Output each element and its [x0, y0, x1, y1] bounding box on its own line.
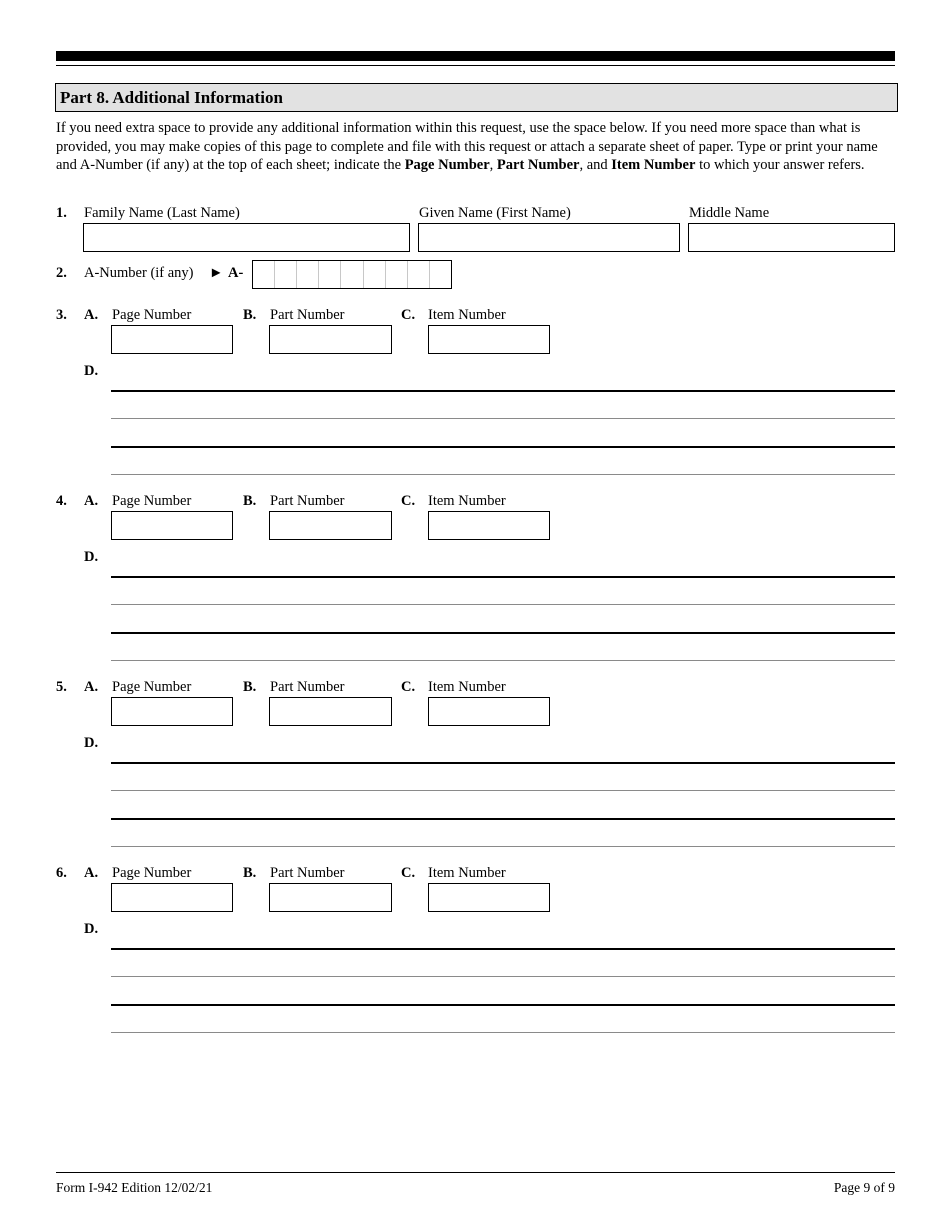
- footer-form-edition: Form I-942 Edition 12/02/21: [56, 1180, 213, 1195]
- intro-bold-page: Page Number: [404, 157, 490, 173]
- intro-text-2: to which your answer refers.: [695, 157, 865, 173]
- item-5-part-number-label: Part Number: [270, 679, 345, 695]
- arrow-right-icon: ►: [209, 265, 224, 281]
- a-number-cell[interactable]: [253, 261, 275, 288]
- item-5-page-number-field[interactable]: [111, 697, 233, 726]
- item-4-page-number-field[interactable]: [111, 511, 233, 540]
- a-number-cell[interactable]: [297, 261, 319, 288]
- top-rule-thick: [56, 51, 895, 61]
- item-6-c-letter: C.: [401, 865, 416, 881]
- item-5-item-number-label: Item Number: [428, 679, 506, 695]
- item-6-answer-line[interactable]: [111, 948, 895, 950]
- intro-sep-1: ,: [489, 157, 497, 173]
- item-4-part-number-field[interactable]: [269, 511, 392, 540]
- item-6-number: 6.: [56, 865, 67, 881]
- item-6-d-letter: D.: [84, 921, 99, 937]
- footer-page-number: Page 9 of 9: [833, 1180, 895, 1195]
- item-3-answer-line[interactable]: [111, 474, 895, 475]
- a-number-prefix: A-: [228, 265, 244, 281]
- item-3-part-number-label: Part Number: [270, 307, 345, 323]
- item-6-b-letter: B.: [243, 865, 257, 881]
- a-number-cell[interactable]: [319, 261, 341, 288]
- item-5-number: 5.: [56, 679, 67, 695]
- footer-rule: [56, 1172, 895, 1173]
- item-3-page-number-label: Page Number: [112, 307, 192, 323]
- item-3-item-number-label: Item Number: [428, 307, 506, 323]
- item-5-answer-line[interactable]: [111, 762, 895, 764]
- item-3-answer-line[interactable]: [111, 446, 895, 448]
- a-number-cell[interactable]: [408, 261, 430, 288]
- family-name-label: Family Name (Last Name): [84, 205, 240, 221]
- item-3-a-letter: A.: [84, 307, 99, 323]
- item-5-section: [0, 679, 950, 859]
- item-3-page-number-field[interactable]: [111, 325, 233, 354]
- item-6-answer-line[interactable]: [111, 1032, 895, 1033]
- given-name-label: Given Name (First Name): [419, 205, 571, 221]
- item-3-d-letter: D.: [84, 363, 99, 379]
- item-6-part-number-label: Part Number: [270, 865, 345, 881]
- a-number-cell[interactable]: [364, 261, 386, 288]
- item-6-a-letter: A.: [84, 865, 99, 881]
- item-6-section: [0, 865, 950, 1045]
- item-4-answer-line[interactable]: [111, 632, 895, 634]
- item-3-part-number-field[interactable]: [269, 325, 392, 354]
- item-5-answer-line[interactable]: [111, 846, 895, 847]
- item-2-number: 2.: [56, 265, 67, 281]
- part-header: Part 8. Additional Information: [55, 83, 898, 112]
- item-1-number: 1.: [56, 205, 67, 221]
- intro-text-1: If you need extra space to provide any additional information within this request, use the space below. If you need more space than what is provided, you may make copies of this page to complete and file with this request or attach a separate sheet of paper. Type or print your name and A-Number (if any) at the top of each sheet; indicate the: [56, 120, 878, 173]
- item-6-answer-line[interactable]: [111, 976, 895, 977]
- item-5-answer-line[interactable]: [111, 818, 895, 820]
- intro-bold-item: Item Number: [611, 157, 696, 173]
- item-3-answer-line[interactable]: [111, 390, 895, 392]
- item-3-b-letter: B.: [243, 307, 257, 323]
- a-number-label: A-Number (if any): [84, 265, 194, 281]
- top-rule-thin: [56, 65, 895, 66]
- item-5-c-letter: C.: [401, 679, 416, 695]
- middle-name-field[interactable]: [688, 223, 895, 252]
- a-number-field[interactable]: [252, 260, 452, 289]
- item-3-number: 3.: [56, 307, 67, 323]
- item-5-part-number-field[interactable]: [269, 697, 392, 726]
- item-4-item-number-label: Item Number: [428, 493, 506, 509]
- item-4-item-number-field[interactable]: [428, 511, 550, 540]
- a-number-cell[interactable]: [430, 261, 451, 288]
- instructions-paragraph: [56, 119, 896, 175]
- item-5-page-number-label: Page Number: [112, 679, 192, 695]
- family-name-field[interactable]: [83, 223, 410, 252]
- item-6-answer-line[interactable]: [111, 1004, 895, 1006]
- a-number-cell[interactable]: [275, 261, 297, 288]
- item-4-page-number-label: Page Number: [112, 493, 192, 509]
- intro-bold-part: Part Number: [496, 157, 580, 173]
- item-4-b-letter: B.: [243, 493, 257, 509]
- a-number-cell[interactable]: [386, 261, 408, 288]
- item-3-item-number-field[interactable]: [428, 325, 550, 354]
- item-4-part-number-label: Part Number: [270, 493, 345, 509]
- item-5-b-letter: B.: [243, 679, 257, 695]
- item-5-item-number-field[interactable]: [428, 697, 550, 726]
- a-number-cell[interactable]: [341, 261, 363, 288]
- item-5-d-letter: D.: [84, 735, 99, 751]
- item-5-a-letter: A.: [84, 679, 99, 695]
- given-name-field[interactable]: [418, 223, 680, 252]
- item-4-section: [0, 493, 950, 673]
- item-3-answer-line[interactable]: [111, 418, 895, 419]
- intro-sep-2: , and: [579, 157, 612, 173]
- item-3-c-letter: C.: [401, 307, 416, 323]
- item-6-item-number-field[interactable]: [428, 883, 550, 912]
- item-4-a-letter: A.: [84, 493, 99, 509]
- item-4-answer-line[interactable]: [111, 604, 895, 605]
- item-6-part-number-field[interactable]: [269, 883, 392, 912]
- item-4-answer-line[interactable]: [111, 576, 895, 578]
- item-3-section: [0, 307, 950, 487]
- item-6-item-number-label: Item Number: [428, 865, 506, 881]
- item-4-c-letter: C.: [401, 493, 416, 509]
- item-6-page-number-label: Page Number: [112, 865, 192, 881]
- item-4-answer-line[interactable]: [111, 660, 895, 661]
- item-4-number: 4.: [56, 493, 67, 509]
- item-6-page-number-field[interactable]: [111, 883, 233, 912]
- middle-name-label: Middle Name: [689, 205, 770, 221]
- item-4-d-letter: D.: [84, 549, 99, 565]
- item-5-answer-line[interactable]: [111, 790, 895, 791]
